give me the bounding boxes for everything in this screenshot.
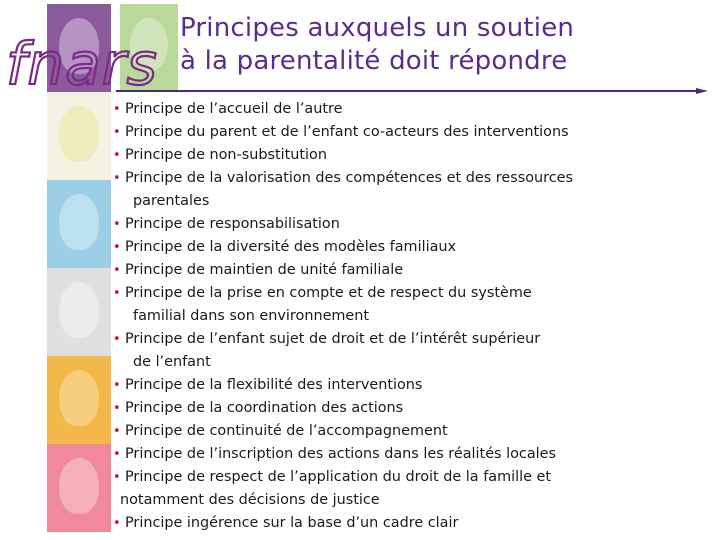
bullet-icon: • <box>113 401 121 416</box>
bullet-icon: • <box>113 378 121 393</box>
list-item: • Principe de continuité de l’accompagnement <box>112 420 712 443</box>
bullet-icon: • <box>113 125 121 140</box>
bullet-icon: • <box>113 470 121 485</box>
bullet-icon: • <box>113 516 121 531</box>
principles-list <box>112 98 712 535</box>
bullet-icon: • <box>113 102 121 117</box>
list-item: • Principe de non-substitution <box>112 144 712 167</box>
bullet-icon: • <box>113 286 121 301</box>
bullet-icon: • <box>113 263 121 278</box>
bullet-icon: • <box>113 217 121 232</box>
photo-tile <box>47 180 111 268</box>
list-item: • Principe de la prise en compte et de respect du système familial dans son environnement <box>112 282 712 328</box>
list-item-continuation: notamment des décisions de justice <box>120 492 380 508</box>
bullet-icon: • <box>113 148 121 163</box>
list-item-continuation: familial dans son environnement <box>133 308 370 324</box>
photo-tile <box>47 92 111 180</box>
list-item: • Principe de la diversité des modèles familiaux <box>112 236 712 259</box>
list-item-continuation: parentales <box>133 193 210 209</box>
list-item: • Principe du parent et de l’enfant co-acteurs des interventions <box>112 121 712 144</box>
list-item: • Principe de maintien de unité familiale <box>112 259 712 282</box>
list-item: • Principe de la coordination des actions <box>112 397 712 420</box>
page-title <box>180 12 700 78</box>
title-line-1: Principes auxquels un soutien <box>180 13 575 43</box>
bullet-icon: • <box>113 171 121 186</box>
arrow-rule <box>116 88 708 94</box>
photo-tile <box>47 356 111 444</box>
title-line-2: à la parentalité doit répondre <box>180 46 568 76</box>
list-item: • Principe de l’accueil de l’autre <box>112 98 712 121</box>
list-item: • Principe ingérence sur la base d’un cadre clair <box>112 512 712 535</box>
photo-tile <box>47 444 111 532</box>
bullet-icon: • <box>113 447 121 462</box>
list-item: • Principe de l’enfant sujet de droit et de l’intérêt supérieur de l’enfant <box>112 328 712 374</box>
bullet-icon: • <box>113 332 121 347</box>
list-item-continuation: de l’enfant <box>133 354 211 370</box>
list-item: • Principe de l’inscription des actions dans les réalités locales <box>112 443 712 466</box>
bullet-icon: • <box>113 424 121 439</box>
list-item: • Principe de responsabilisation <box>112 213 712 236</box>
svg-text:fnars: fnars <box>6 30 158 98</box>
list-item: • Principe de respect de l’application du droit de la famille et notamment des décisions de justice <box>112 466 712 512</box>
photo-tile <box>47 268 111 356</box>
list-item: • Principe de la valorisation des compétences et des ressources parentales <box>112 167 712 213</box>
list-item: • Principe de la flexibilité des interventions <box>112 374 712 397</box>
bullet-icon: • <box>113 240 121 255</box>
